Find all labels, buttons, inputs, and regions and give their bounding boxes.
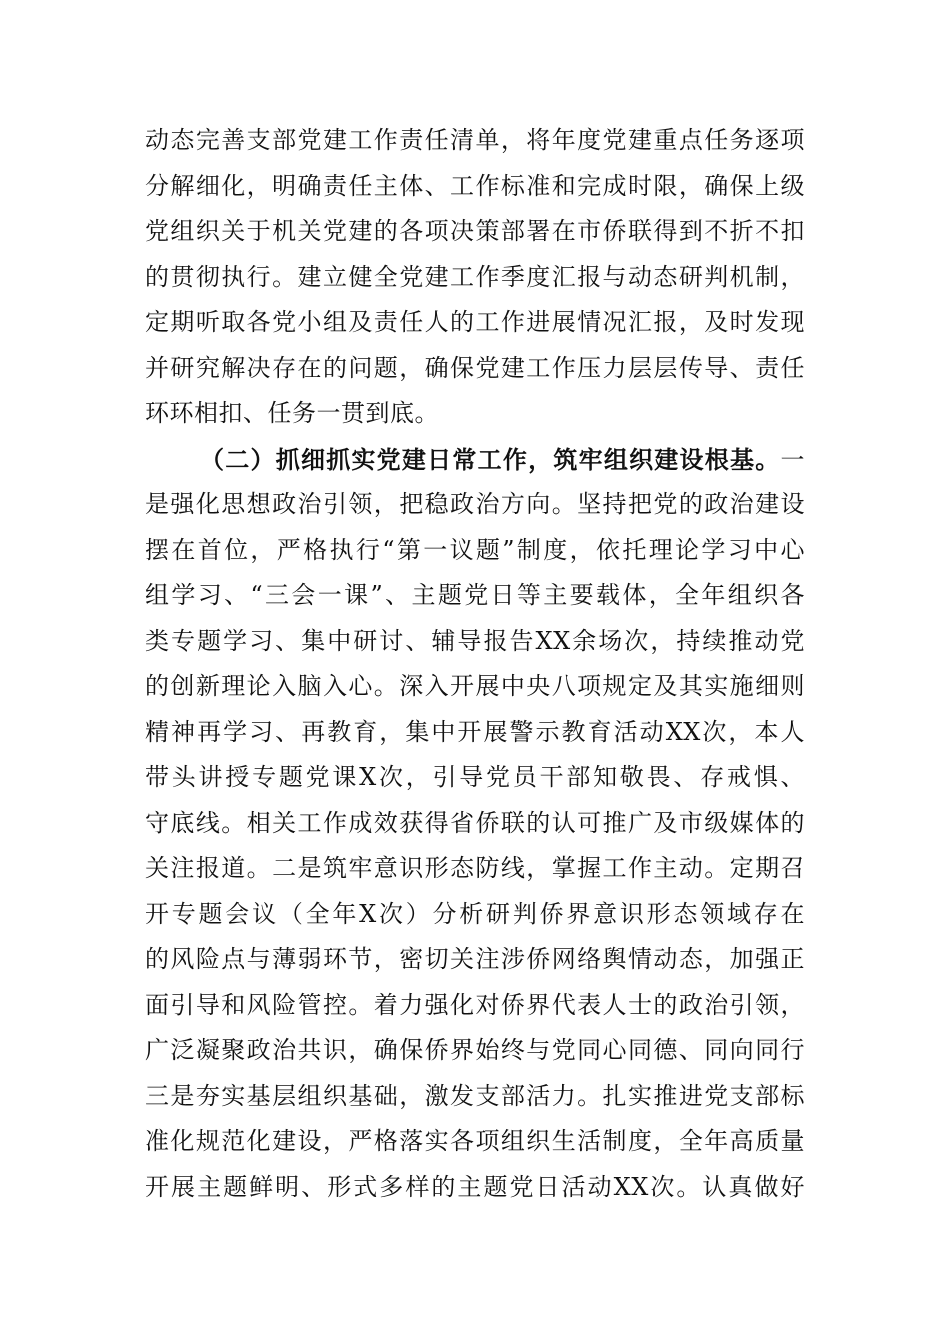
section-heading: （二）抓细抓实党建日常工作，筑牢组织建设根基。 (200, 444, 781, 474)
paragraph-line: 带头讲授专题党课X次，引导党员干部知敬畏、存戒惧、 (145, 763, 805, 791)
paragraph-line: 环环相扣、任务一贯到底。 (145, 399, 439, 427)
paragraph-line: 分解细化，明确责任主体、工作标准和完成时限，确保上级 (145, 171, 805, 200)
paragraph-line: 摆在首位，严格执行“第一议题”制度，依托理论学习中心 (145, 535, 805, 564)
paragraph-line: 动态完善支部党建工作责任清单，将年度党建重点任务逐项 (145, 126, 805, 154)
paragraph-line: 守底线。相关工作成效获得省侨联的认可推广及市级媒体的 (145, 808, 805, 837)
paragraph-line: 开展主题鲜明、形式多样的主题党日活动XX次。认真做好 (145, 1172, 805, 1201)
section-heading-line (145, 437, 805, 483)
paragraph-line: 的创新理论入脑入心。深入开展中央八项规定及其实施细则 (145, 672, 805, 700)
paragraph-line: 开专题会议（全年X次）分析研判侨界意识形态领域存在 (145, 899, 805, 928)
paragraph-line: 准化规范化建设，严格落实各项组织生活制度，全年高质量 (145, 1127, 805, 1155)
paragraph-line: 并研究解决存在的问题，确保党建工作压力层层传导、责任 (145, 353, 805, 382)
document-body (145, 118, 805, 1210)
paragraph-line: 是强化思想政治引领，把稳政治方向。坚持把党的政治建设 (145, 490, 805, 518)
paragraph-line: 广泛凝聚政治共识，确保侨界始终与党同心同德、同向同行 (145, 1036, 805, 1064)
paragraph-line: 类专题学习、集中研讨、辅导报告XX余场次，持续推动党 (145, 626, 805, 655)
paragraph-line: 精神再学习、再教育，集中开展警示教育活动XX次，本人 (145, 717, 805, 746)
section-heading-continuation: 一 (780, 445, 805, 474)
paragraph-line: 定期听取各党小组及责任人的工作进展情况汇报，及时发现 (145, 308, 805, 336)
paragraph-line: 面引导和风险管控。着力强化对侨界代表人士的政治引领， (145, 990, 805, 1019)
paragraph-line: 党组织关于机关党建的各项决策部署在市侨联得到不折不扣 (145, 217, 805, 245)
paragraph-line: 关注报道。二是筑牢意识形态防线，掌握工作主动。定期召 (145, 854, 805, 882)
paragraph-line: 三是夯实基层组织基础，激发支部活力。扎实推进党支部标 (145, 1081, 805, 1110)
paragraph-line: 的风险点与薄弱环节，密切关注涉侨网络舆情动态，加强正 (145, 945, 805, 973)
paragraph-line: 组学习、“三会一课”、主题党日等主要载体，全年组织各 (145, 581, 805, 609)
paragraph-line: 的贯彻执行。建立健全党建工作季度汇报与动态研判机制， (145, 262, 805, 291)
